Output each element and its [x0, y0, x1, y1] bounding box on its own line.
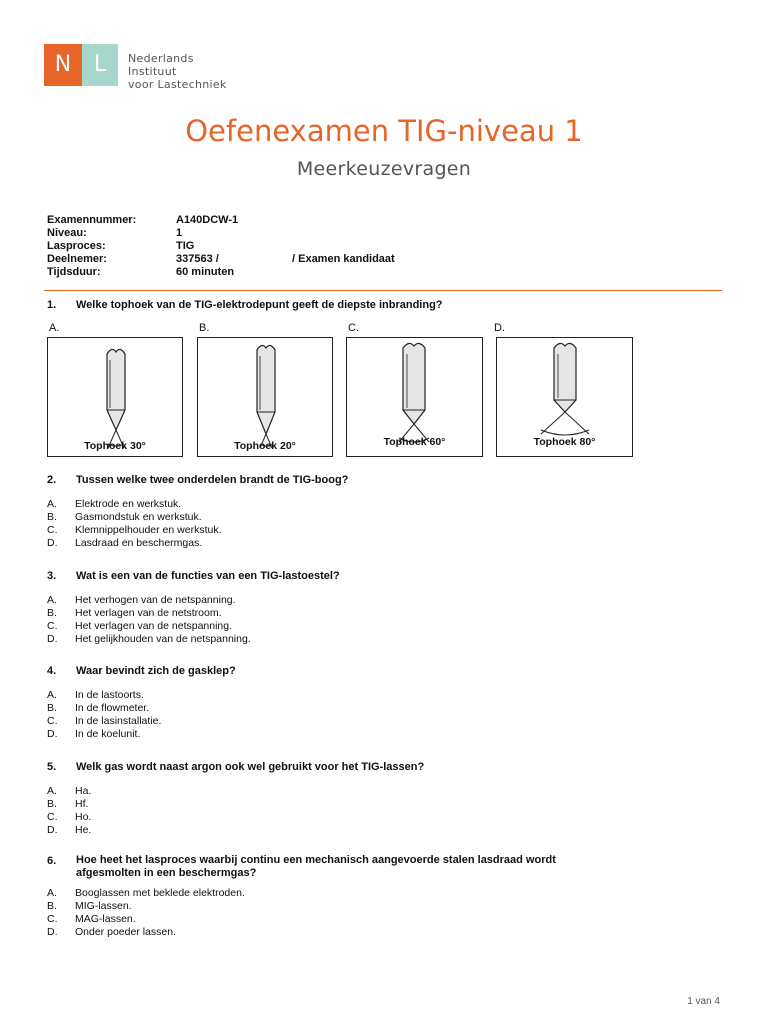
option-text: Het verhogen van de netspanning.: [75, 594, 236, 606]
question-number: 3.: [47, 570, 57, 582]
option-letter: B.: [47, 798, 57, 810]
page-subtitle: Meerkeuzevragen: [296, 158, 472, 180]
option-text: In de lastoorts.: [75, 689, 144, 701]
option-letter: D.: [47, 633, 58, 645]
info-value: 60 minuten: [176, 266, 235, 278]
option-text: Onder poeder lassen.: [75, 926, 176, 938]
option-text: MIG-lassen.: [75, 900, 132, 912]
info-value: TIG: [176, 240, 195, 252]
question-text: Hoe heet het lasproces waarbij continu een mechanisch aangevoerde stalen lasdraad wordt afgesmolten in een beschermgas?: [76, 854, 556, 879]
option-letter: B.: [47, 607, 57, 619]
tophoek-label: Tophoek 60°: [383, 436, 446, 448]
option-text: Het verlagen van de netspanning.: [75, 620, 233, 632]
electrode-diagram-b: [197, 337, 333, 457]
option-letter: D.: [47, 824, 58, 836]
option-letter: A.: [47, 689, 57, 701]
panel-letter-c: C.: [348, 322, 359, 334]
logo-n-block: N: [44, 44, 82, 86]
option-letter: D.: [47, 537, 58, 549]
logo-org-line-2: voor Lastechniek: [128, 78, 227, 91]
question-text: Welke tophoek van de TIG-elektrodepunt geeft de diepste inbranding?: [76, 299, 443, 311]
option-text: He.: [75, 824, 92, 836]
option-letter: D.: [47, 926, 58, 938]
option-letter: A.: [47, 594, 57, 606]
option-text: Ha.: [75, 785, 92, 797]
option-letter: B.: [47, 511, 57, 523]
option-text: Hf.: [75, 798, 89, 810]
option-text: Klemnippelhouder en werkstuk.: [75, 524, 222, 536]
option-letter: C.: [47, 913, 58, 925]
page-title: Oefenexamen TIG-niveau 1: [185, 114, 583, 148]
option-text: Het verlagen van de netstroom.: [75, 607, 222, 619]
option-text: Gasmondstuk en werkstuk.: [75, 511, 202, 523]
info-key: Niveau:: [47, 227, 87, 239]
electrode-diagram-c: [346, 337, 483, 457]
option-letter: B.: [47, 702, 57, 714]
question-number: 4.: [47, 665, 57, 677]
logo-l-block: L: [82, 44, 118, 86]
electrode-diagram-d: [496, 337, 633, 457]
option-text: MAG-lassen.: [75, 913, 136, 925]
logo-org-line-1: Nederlands Instituut: [128, 52, 194, 78]
question-number: 1.: [47, 299, 57, 311]
option-text: Booglassen met beklede elektroden.: [75, 887, 245, 899]
option-letter: D.: [47, 728, 58, 740]
question-number: 6.: [47, 855, 57, 867]
info-key: Lasproces:: [47, 240, 106, 252]
option-text: Het gelijkhouden van de netspanning.: [75, 633, 251, 645]
info-extra: / Examen kandidaat: [292, 253, 395, 265]
option-letter: A.: [47, 498, 57, 510]
panel-letter-b: B.: [199, 322, 210, 334]
option-text: Ho.: [75, 811, 92, 823]
electrode-diagram-a: [47, 337, 183, 457]
option-text: In de flowmeter.: [75, 702, 150, 714]
question-number: 5.: [47, 761, 57, 773]
panel-letter-d: D.: [494, 322, 505, 334]
option-letter: A.: [47, 887, 57, 899]
option-letter: A.: [47, 785, 57, 797]
option-letter: C.: [47, 811, 58, 823]
question-text: Welk gas wordt naast argon ook wel gebruikt voor het TIG-lassen?: [76, 761, 425, 773]
page-number: 1 van 4: [687, 996, 720, 1007]
divider-line: [44, 290, 722, 291]
option-letter: B.: [47, 900, 57, 912]
info-key: Tijdsduur:: [47, 266, 101, 278]
nil-logo: [44, 44, 244, 91]
tophoek-label: Tophoek 20°: [234, 440, 296, 452]
question-text: Waar bevindt zich de gasklep?: [76, 665, 236, 677]
question-text: Tussen welke twee onderdelen brandt de TIG-boog?: [76, 474, 349, 486]
option-text: In de lasinstallatie.: [75, 715, 162, 727]
info-value: 1: [176, 227, 183, 239]
option-text: Lasdraad en beschermgas.: [75, 537, 203, 549]
question-text: Wat is een van de functies van een TIG-lastoestel?: [76, 570, 340, 582]
option-letter: C.: [47, 715, 58, 727]
tophoek-label: Tophoek 80°: [533, 436, 596, 448]
option-letter: C.: [47, 620, 58, 632]
tophoek-label: Tophoek 30°: [84, 440, 146, 452]
info-key: Deelnemer:: [47, 253, 107, 265]
info-value: A140DCW-1: [176, 214, 239, 226]
option-text: Elektrode en werkstuk.: [75, 498, 182, 510]
info-value: 337563 /: [176, 253, 219, 265]
option-letter: C.: [47, 524, 58, 536]
info-key: Examennummer:: [47, 214, 137, 226]
panel-letter-a: A.: [49, 322, 60, 334]
logo-organization-name: [128, 52, 244, 91]
option-text: In de koelunit.: [75, 728, 141, 740]
question-number: 2.: [47, 474, 57, 486]
